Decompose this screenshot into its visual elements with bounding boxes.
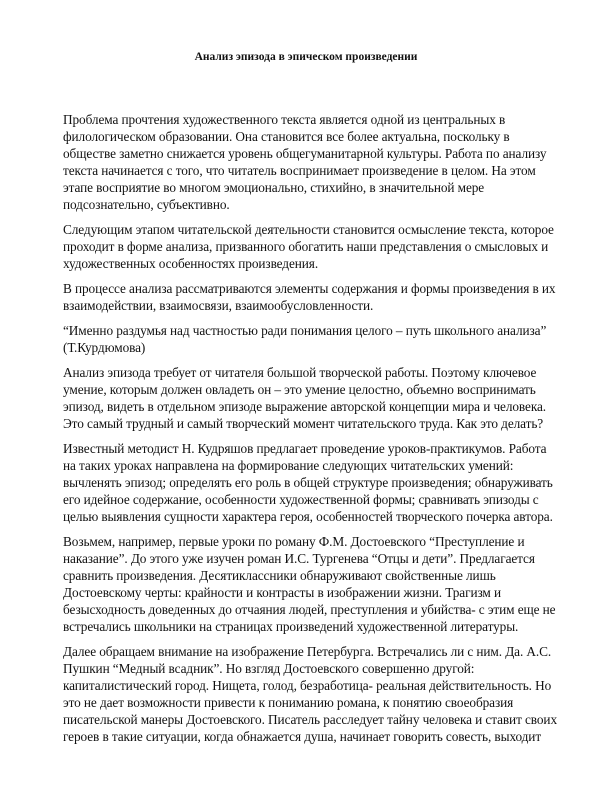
document-body: [63, 111, 557, 753]
paragraph-1: Проблема прочтения художественного текста является одной из центральных в филологическом образовании. Она становится все более актуальна, поскольку в обществе заметно снижается уровень общегуманитарной культуры. Работа по анализу текста начинается с того, что читатель воспринимает произведение в целом. На этом этапе восприятие во многом эмоционально, стихийно, в значительной мере подсознательно, субъективно.: [63, 112, 547, 212]
document-title: Анализ эпизода в эпическом произведении: [194, 51, 418, 63]
paragraph-3: В процессе анализа рассматриваются элементы содержания и формы произведения в их взаимодействии, взаимосвязи, взаимообусловленности.: [63, 281, 556, 313]
paragraph-2: Следующим этапом читательской деятельности становится осмысление текста, которое проходит в форме анализа, призванного обогатить наши представления о смысловых и художественных особенностях произведения.: [63, 222, 554, 271]
paragraph-8: Далее обращаем внимание на изображение Петербурга. Встречались ли с ним. Да. А.С. Пушкин “Медный всадник”. Но взгляд Достоевского совершенно другой: капиталистический город. Нищета, голод, безработица- реальная действительность. Но это не дает возможности привести к пониманию романа, к понятию своеобразия писательской манеры Достоевского. Писатель расследует тайну человека и ставит своих героев в такие ситуации, когда обнажается душа, начинает говорить совесть, выходит: [63, 644, 558, 744]
paragraph-6: Известный методист Н. Кудряшов предлагает проведение уроков-практикумов. Работа на таких уроках направлена на формирование следующих читательских умений: вычленять эпизод; определять его роль в общей структуре произведения; обнаруживать его идейное содержание, особенности художественной формы; сравнивать эпизоды с целью выявления сущности характера героя, особенностей творческого почерка автора.: [63, 441, 553, 524]
paragraph-quote: “Именно раздумья над частностью ради понимания целого – путь школьного анализа” (Т.Курдюмова): [63, 323, 547, 355]
paragraph-5: Анализ эпизода требует от читателя большой творческой работы. Поэтому ключевое умение, которым должен овладеть он – это умение целостно, объемно воспринимать эпизод, видеть в отдельном эпизоде выражение авторской концепции мира и человека. Это самый трудный и самый творческий момент читательского труда. Как это делать?: [63, 365, 547, 431]
paragraph-7: Возьмем, например, первые уроки по роману Ф.М. Достоевского “Преступление и наказание”. До этого уже изучен роман И.С. Тургенева “Отцы и дети”. Предлагается сравнить произведения. Десятиклассники обнаруживают свойственные лишь Достоевскому черты: крайности и контрасты в изображении жизни. Трагизм и безысходность доведенных до отчаяния людей, преступления и убийства- с этим еще не встречались школьники на страницах произведений художественной литературы.: [63, 534, 556, 634]
